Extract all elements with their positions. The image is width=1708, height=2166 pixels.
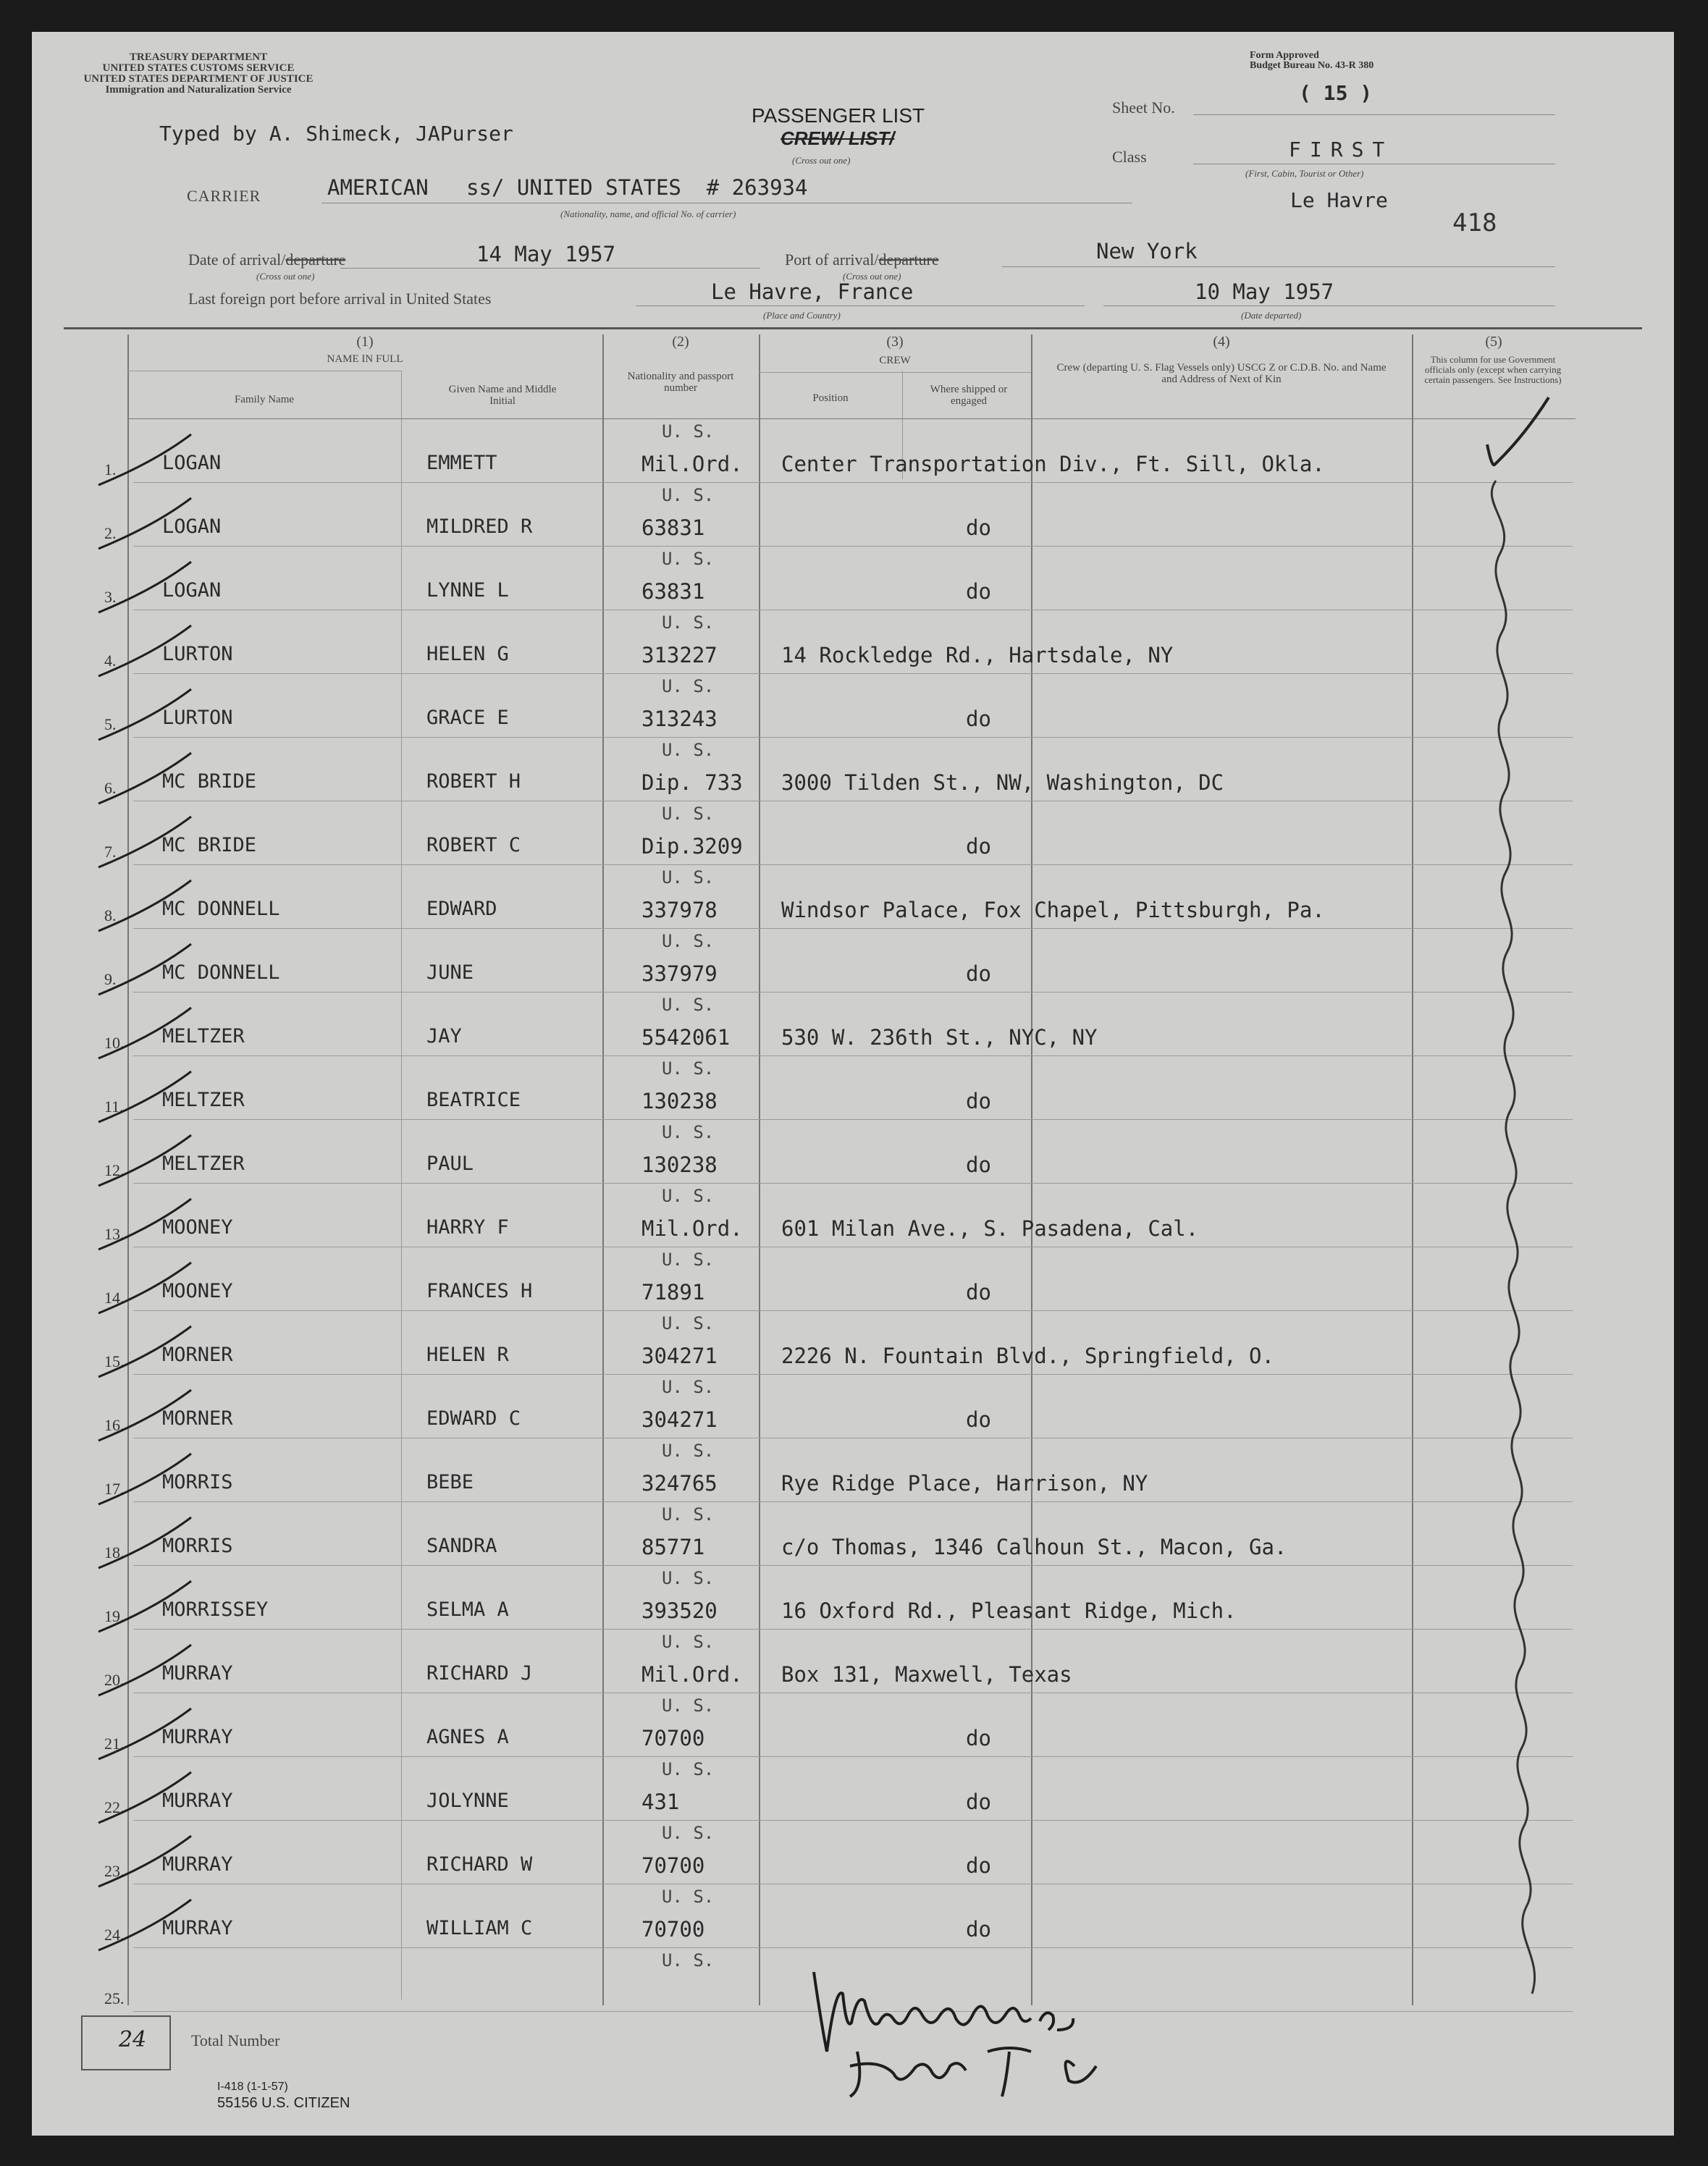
total-value: 24 (119, 2027, 147, 2052)
given-name: ROBERT C (426, 834, 521, 856)
table-row (32, 864, 1674, 928)
row-number: 12. (104, 1161, 125, 1179)
row-number: 19. (104, 1607, 125, 1625)
family-name: MURRAY (162, 1790, 233, 1812)
family-name: MELTZER (162, 1152, 245, 1175)
given-name: PAUL (426, 1152, 474, 1175)
given-name: RICHARD J (426, 1662, 533, 1685)
arrival-port-value: New York (1096, 239, 1198, 264)
family-name: MC BRIDE (162, 770, 257, 793)
row-number: 9. (104, 970, 117, 988)
nationality-label: U. S. (662, 549, 715, 569)
given-name: AGNES A (426, 1726, 509, 1748)
col5-number: (5) (1485, 334, 1502, 350)
family-name: LOGAN (162, 515, 222, 538)
table-row (32, 1629, 1674, 1693)
table-row (32, 1374, 1674, 1438)
row-number: 14. (104, 1289, 125, 1307)
passport-number: 85771 (641, 1535, 705, 1559)
class-port-note: Le Havre (1290, 188, 1388, 212)
last-port-date-hint: (Date departed) (1241, 310, 1302, 321)
given-name: WILLIAM C (426, 1917, 533, 1939)
family-name: MORNER (162, 1407, 233, 1430)
family-name: MC DONNELL (162, 961, 280, 984)
last-port-line (636, 305, 1085, 306)
row-number: 23. (104, 1862, 125, 1880)
passport-number: Mil.Ord. (641, 1662, 743, 1687)
form-code: I-418 (1-1-57) (217, 2081, 288, 2093)
family-name: MURRAY (162, 1853, 233, 1876)
form-title: PASSENGER LIST (752, 104, 925, 127)
passport-number: Dip.3209 (641, 834, 743, 859)
given-name: MILDRED R (426, 515, 533, 538)
col3-number: (3) (886, 334, 904, 350)
typed-by: Typed by A. Shimeck, JAPurser (159, 122, 513, 146)
sheet-no-line (1193, 114, 1555, 115)
row-number: 21. (104, 1735, 125, 1753)
table-row (32, 1438, 1674, 1501)
table-row (32, 801, 1674, 864)
passport-number: 313227 (641, 643, 718, 667)
table-row (32, 610, 1674, 673)
nationality-label: U. S. (662, 1695, 715, 1716)
family-name: MOONEY (162, 1216, 233, 1239)
nationality-label: U. S. (662, 867, 715, 888)
row-number: 16. (104, 1416, 125, 1434)
nationality-label: U. S. (662, 1122, 715, 1142)
given-name: JOLYNNE (426, 1790, 509, 1812)
col1-family-header: Family Name (234, 394, 295, 405)
nationality-label: U. S. (662, 1887, 715, 1907)
next-of-kin-address: do (966, 515, 991, 540)
col1-given-header: Given Name and Middle Initial (448, 384, 557, 407)
family-name: MURRAY (162, 1726, 233, 1748)
nationality-label: U. S. (662, 1950, 715, 1971)
row-number: 6. (104, 779, 117, 797)
given-name: HELEN G (426, 643, 509, 665)
arrival-date-crossout: (Cross out one) (256, 271, 315, 282)
family-name: MOONEY (162, 1280, 233, 1302)
table-row (32, 673, 1674, 737)
passport-number: 431 (641, 1790, 680, 1814)
table-row (32, 737, 1674, 801)
col2-title: Nationality and passport number (627, 371, 734, 394)
row-number: 15. (104, 1352, 125, 1370)
given-name: EMMETT (426, 452, 497, 474)
passport-number: 324765 (641, 1471, 718, 1496)
family-name: MC DONNELL (162, 898, 280, 920)
nationality-label: U. S. (662, 740, 715, 760)
total-box (81, 2015, 171, 2070)
form-approved (1250, 51, 1373, 71)
next-of-kin-address: Box 131, Maxwell, Texas (781, 1662, 1072, 1687)
form-approved-line-2: Budget Bureau No. 43-R 380 (1250, 60, 1374, 71)
family-name: MELTZER (162, 1089, 245, 1111)
carrier-value: AMERICAN ss/ UNITED STATES # 263934 (327, 175, 808, 200)
passport-number: 70700 (641, 1853, 705, 1878)
last-port-date-line (1103, 305, 1555, 306)
row-number: 24. (104, 1926, 125, 1944)
passport-number: 63831 (641, 579, 705, 604)
next-of-kin-address: do (966, 1917, 991, 1942)
page-number: 418 (1452, 208, 1497, 237)
table-row (32, 1756, 1674, 1820)
form-title-crossout-note: (Cross out one) (792, 155, 851, 166)
given-name: EDWARD (426, 898, 497, 920)
last-port-date-value: 10 May 1957 (1195, 279, 1334, 304)
row-number: 8. (104, 906, 117, 924)
passport-number: 393520 (641, 1598, 718, 1623)
row-number: 7. (104, 843, 117, 861)
manifest-sheet (32, 32, 1674, 2136)
nationality-label: U. S. (662, 612, 715, 633)
nationality-label: U. S. (662, 676, 715, 696)
next-of-kin-address: Center Transportation Div., Ft. Sill, Okla. (781, 452, 1325, 476)
table-row (32, 1119, 1674, 1183)
next-of-kin-address: do (966, 961, 991, 986)
given-name: BEBE (426, 1471, 474, 1493)
table-row (32, 1310, 1674, 1374)
row-number: 1. (104, 460, 117, 479)
given-name: EDWARD C (426, 1407, 521, 1430)
class-value: FIRST (1289, 138, 1394, 161)
next-of-kin-address: 601 Milan Ave., S. Pasadena, Cal. (781, 1216, 1199, 1241)
next-of-kin-address: c/o Thomas, 1346 Calhoun St., Macon, Ga. (781, 1535, 1287, 1559)
table-row (32, 418, 1674, 482)
family-name: MURRAY (162, 1662, 233, 1685)
given-name: HELEN R (426, 1344, 509, 1366)
next-of-kin-address: do (966, 1407, 991, 1432)
nationality-label: U. S. (662, 485, 715, 505)
passport-number: 130238 (641, 1152, 718, 1177)
arrival-date-line (340, 268, 760, 269)
next-of-kin-address: 16 Oxford Rd., Pleasant Ridge, Mich. (781, 1598, 1237, 1623)
passport-number: 5542061 (641, 1025, 731, 1050)
next-of-kin-address: do (966, 579, 991, 604)
table-row (32, 1565, 1674, 1629)
row-number: 2. (104, 524, 117, 542)
nationality-label: U. S. (662, 1250, 715, 1270)
sheet-no-label: Sheet No. (1112, 98, 1175, 117)
next-of-kin-address: 3000 Tilden St., NW, Washington, DC (781, 770, 1224, 795)
next-of-kin-address: do (966, 834, 991, 859)
given-name: GRACE E (426, 707, 509, 729)
row-number: 17. (104, 1480, 125, 1498)
agency-line-2: UNITED STATES CUSTOMS SERVICE (102, 62, 295, 74)
row-number: 22. (104, 1798, 125, 1816)
nationality-label: U. S. (662, 1058, 715, 1079)
arrival-date-value: 14 May 1957 (476, 242, 616, 266)
given-name: ROBERT H (426, 770, 521, 793)
nationality-label: U. S. (662, 1441, 715, 1461)
row-number: 20. (104, 1671, 125, 1689)
sheet-no-value: ( 15 ) (1299, 81, 1373, 105)
table-row (32, 1183, 1674, 1247)
col3-position-header: Position (812, 392, 849, 404)
col4-number: (4) (1213, 334, 1230, 350)
agency-line-1: TREASURY DEPARTMENT (129, 51, 268, 63)
family-name: LOGAN (162, 452, 222, 474)
table-row (32, 1820, 1674, 1884)
table-row (32, 1247, 1674, 1310)
next-of-kin-address: do (966, 1152, 991, 1177)
nationality-label: U. S. (662, 1632, 715, 1652)
given-name: SANDRA (426, 1535, 497, 1557)
col4-title: Crew (departing U. S. Flag Vessels only) USCG Z or C.D.B. No. and Name and Address of Next of Kin (1056, 362, 1387, 385)
given-name: JAY (426, 1025, 462, 1048)
passport-number: 71891 (641, 1280, 705, 1305)
passport-number: 130238 (641, 1089, 718, 1113)
row-number: 5. (104, 715, 117, 733)
nationality-label: U. S. (662, 1568, 715, 1588)
family-name: MORRISSEY (162, 1598, 269, 1621)
form-approved-line-1: Form Approved (1250, 50, 1319, 61)
row-number: 4. (104, 652, 117, 670)
next-of-kin-address: do (966, 1089, 991, 1113)
class-label: Class (1112, 148, 1147, 166)
passport-number: Dip. 733 (641, 770, 743, 795)
table-row (32, 928, 1674, 992)
next-of-kin-address: do (966, 1726, 991, 1750)
passport-number: 70700 (641, 1726, 705, 1750)
last-port-hint: (Place and Country) (763, 310, 841, 321)
signature-icon (770, 1943, 1147, 2110)
given-name: FRANCES H (426, 1280, 533, 1302)
col5-title: This column for use Government officials only (except when carrying certain passengers. See Instructions) (1424, 354, 1562, 385)
family-name: LURTON (162, 707, 233, 729)
passport-number: 337978 (641, 898, 718, 922)
arrival-port-label: Port of arrival/departure (785, 250, 939, 269)
family-name: MELTZER (162, 1025, 245, 1048)
next-of-kin-address: Windsor Palace, Fox Chapel, Pittsburgh, Pa. (781, 898, 1325, 922)
agency-line-3: UNITED STATES DEPARTMENT OF JUSTICE (83, 73, 314, 85)
last-port-label: Last foreign port before arrival in United States (188, 290, 492, 308)
passport-number: Mil.Ord. (641, 452, 743, 476)
given-name: LYNNE L (426, 579, 509, 602)
next-of-kin-address: do (966, 1790, 991, 1814)
nationality-label: U. S. (662, 1313, 715, 1333)
passport-number: 70700 (641, 1917, 705, 1942)
family-name: LOGAN (162, 579, 222, 602)
col1-number: (1) (356, 334, 374, 350)
passport-number: 313243 (641, 707, 718, 731)
nationality-label: U. S. (662, 1504, 715, 1525)
class-hint: (First, Cabin, Tourist or Other) (1245, 168, 1364, 179)
col1-title: NAME IN FULL (327, 353, 403, 365)
given-name: BEATRICE (426, 1089, 521, 1111)
row-number: 11. (104, 1097, 124, 1116)
table-top-rule (64, 327, 1642, 329)
given-name: RICHARD W (426, 1853, 533, 1876)
passport-number: 63831 (641, 515, 705, 540)
header-sub-rule-crew (759, 372, 1031, 373)
form-title-crew-list: CREW/ LIST/ (781, 127, 895, 149)
nationality-label: U. S. (662, 995, 715, 1015)
next-of-kin-address: do (966, 1280, 991, 1305)
row-number: 10. (104, 1034, 125, 1052)
carrier-hint: (Nationality, name, and official No. of carrier) (560, 208, 736, 219)
table-row (32, 1501, 1674, 1565)
agency-block (54, 52, 343, 96)
nationality-label: U. S. (662, 1759, 715, 1779)
agency-line-4: Immigration and Naturalization Service (105, 84, 292, 96)
next-of-kin-address: do (966, 1853, 991, 1878)
family-name: LURTON (162, 643, 233, 665)
arrival-port-line (1002, 266, 1555, 267)
last-port-value: Le Havre, France (711, 279, 914, 304)
citizen-line: 55156 U.S. CITIZEN (217, 2095, 350, 2111)
nationality-label: U. S. (662, 931, 715, 951)
col2-number: (2) (672, 334, 689, 350)
next-of-kin-address: 14 Rockledge Rd., Hartsdale, NY (781, 643, 1174, 667)
family-name: MORRIS (162, 1535, 233, 1557)
given-name: SELMA A (426, 1598, 509, 1621)
passport-number: Mil.Ord. (641, 1216, 743, 1241)
next-of-kin-address: Rye Ridge Place, Harrison, NY (781, 1471, 1148, 1496)
arrival-port-crossout: (Cross out one) (843, 271, 901, 282)
passport-number: 337979 (641, 961, 718, 986)
passport-number: 304271 (641, 1344, 718, 1368)
row-number: 13. (104, 1225, 125, 1243)
table-row (32, 1884, 1674, 1947)
table-row (32, 546, 1674, 610)
nationality-label: U. S. (662, 1186, 715, 1206)
nationality-label: U. S. (662, 1823, 715, 1843)
next-of-kin-address: 2226 N. Fountain Blvd., Springfield, O. (781, 1344, 1274, 1368)
passport-number: 304271 (641, 1407, 718, 1432)
family-name: MORNER (162, 1344, 233, 1366)
table-row (32, 1693, 1674, 1756)
row-number: 18. (104, 1543, 125, 1562)
nationality-label: U. S. (662, 804, 715, 824)
table-row (32, 992, 1674, 1055)
next-of-kin-address: 530 W. 236th St., NYC, NY (781, 1025, 1098, 1050)
row-number: 25. (104, 1989, 125, 2007)
given-name: JUNE (426, 961, 474, 984)
family-name: MURRAY (162, 1917, 233, 1939)
given-name: HARRY F (426, 1216, 509, 1239)
total-label: Total Number (191, 2031, 280, 2049)
table-row (32, 1055, 1674, 1119)
nationality-label: U. S. (662, 1377, 715, 1397)
family-name: MC BRIDE (162, 834, 257, 856)
row-number: 3. (104, 588, 117, 606)
next-of-kin-address: do (966, 707, 991, 731)
arrival-date-label: Date of arrival/departure (188, 250, 346, 269)
nationality-label: U. S. (662, 421, 715, 442)
carrier-label: CARRIER (187, 187, 261, 205)
col3-title: CREW (879, 355, 911, 366)
family-name: MORRIS (162, 1471, 233, 1493)
table-row (32, 482, 1674, 546)
col3-where-header: Where shipped or engaged (930, 384, 1008, 407)
